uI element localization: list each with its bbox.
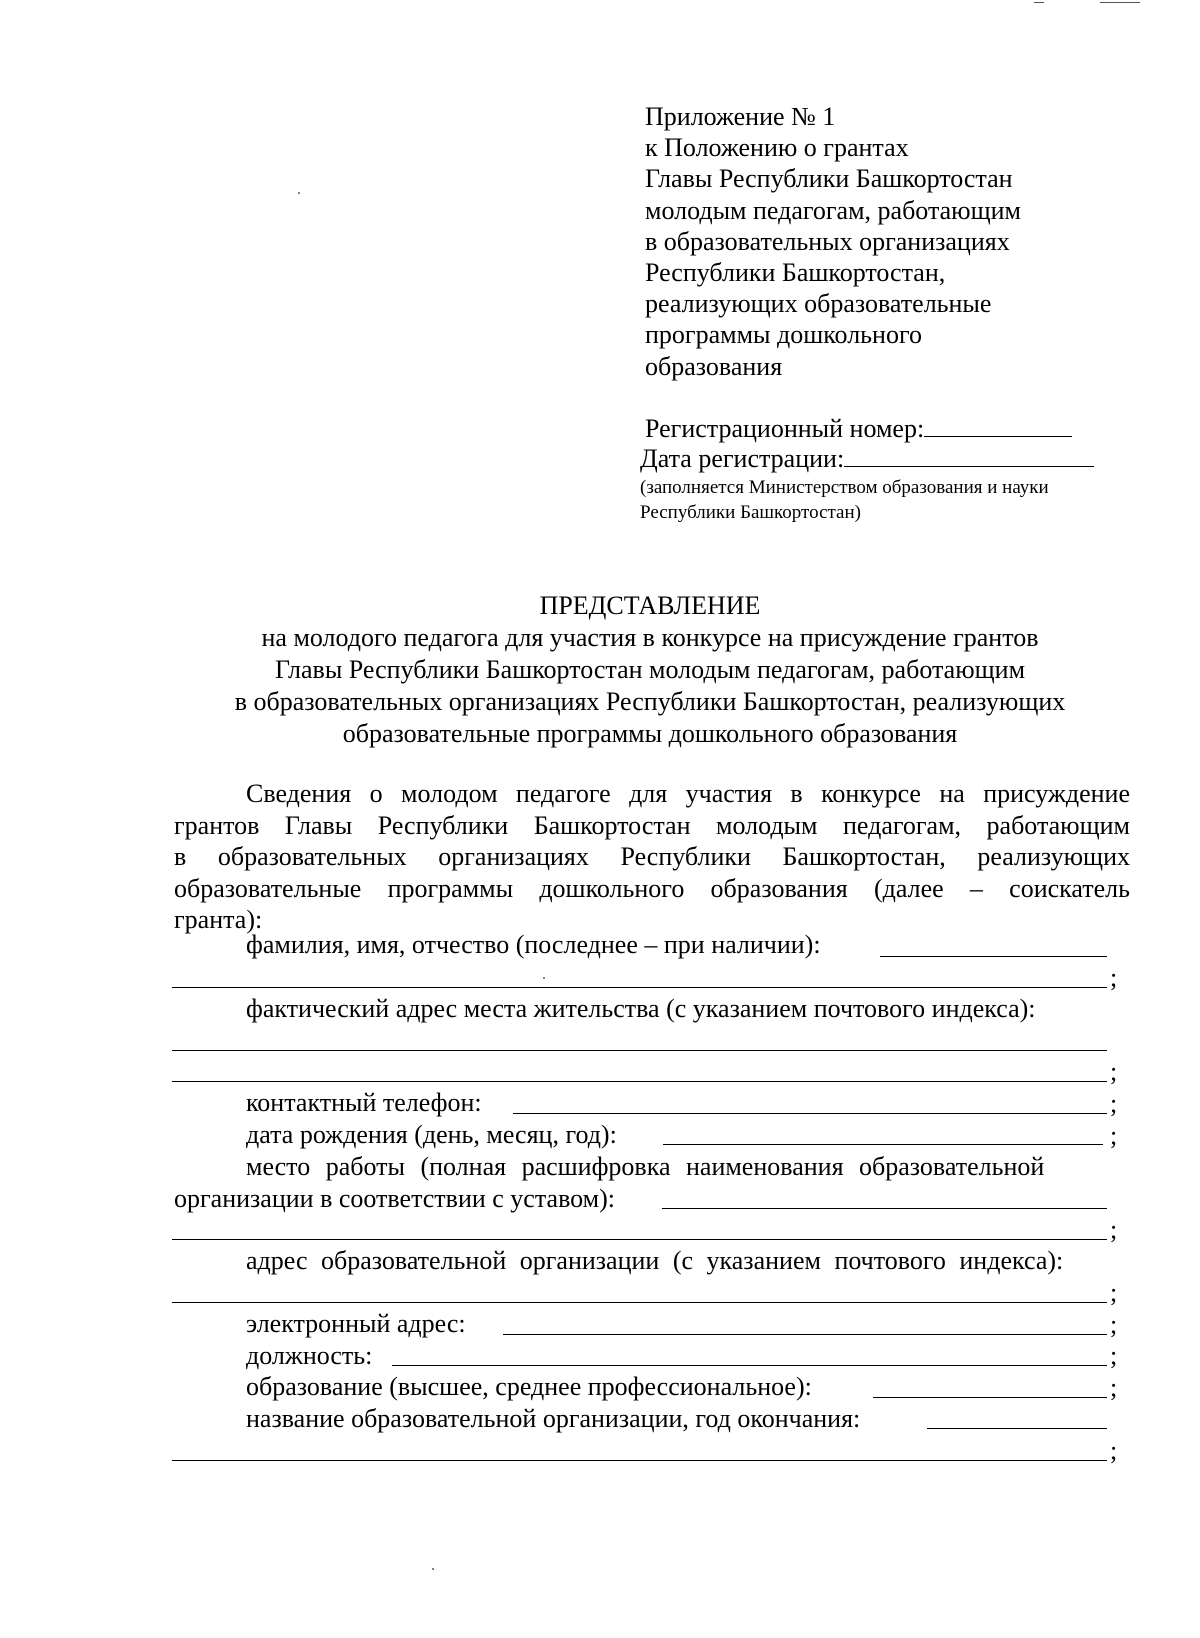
fio-field[interactable] bbox=[880, 956, 1107, 957]
semicolon: ; bbox=[1110, 1373, 1118, 1402]
intro-line: грантов Главы Республики Башкортостан молодым педагогам, работающим bbox=[174, 810, 1130, 840]
birth-date-label: дата рождения (день, месяц, год): bbox=[246, 1120, 617, 1149]
position-field[interactable] bbox=[392, 1365, 1107, 1366]
email-field[interactable] bbox=[503, 1334, 1107, 1335]
semicolon: ; bbox=[1110, 1057, 1118, 1086]
registration-note bbox=[640, 475, 1160, 525]
title-main: ПРЕДСТАВЛЕНИЕ bbox=[539, 591, 761, 620]
workplace-label-text: место работы (полная расшифровка наименования образовательной bbox=[246, 1152, 1045, 1181]
scan-speck bbox=[298, 192, 300, 194]
phone-field[interactable] bbox=[513, 1113, 1107, 1114]
birth-date-field[interactable] bbox=[663, 1144, 1103, 1145]
appendix-line: в образовательных организациях bbox=[645, 226, 1010, 256]
title-subline: образовательные программы дошкольного образования bbox=[342, 719, 958, 748]
registration-date-field[interactable] bbox=[844, 444, 1094, 467]
org-address-label: адрес образовательной организации (с указанием почтового индекса): bbox=[246, 1246, 1064, 1275]
scan-speck bbox=[543, 977, 545, 979]
education-field[interactable] bbox=[873, 1397, 1107, 1398]
education-org-label: название образовательной организации, год окончания: bbox=[246, 1404, 861, 1433]
semicolon: ; bbox=[1110, 1121, 1118, 1150]
email-label: электронный адрес: bbox=[246, 1309, 466, 1338]
appendix-line: Главы Республики Башкортостан bbox=[645, 164, 1013, 194]
title-subline: в образовательных организациях Республики Башкортостан, реализующих bbox=[234, 687, 1066, 716]
registration-note-line: Республики Башкортостан) bbox=[640, 502, 861, 523]
workplace-label-line2: организации в соответствии с уставом): bbox=[174, 1184, 616, 1213]
intro-line: в образовательных организациях Республики Башкортостан, реализующих bbox=[174, 842, 1130, 871]
semicolon: ; bbox=[1110, 1278, 1118, 1307]
appendix-line: Республики Башкортостан, bbox=[645, 258, 946, 288]
intro-paragraph bbox=[174, 778, 1130, 936]
semicolon: ; bbox=[1110, 1310, 1118, 1339]
appendix-line: к Положению о грантах bbox=[645, 133, 909, 163]
appendix-line: Приложение № 1 bbox=[645, 102, 836, 131]
semicolon: ; bbox=[1110, 963, 1118, 992]
position-label: должность: bbox=[246, 1341, 373, 1370]
registration-date-label: Дата регистрации: bbox=[640, 444, 845, 473]
title-subline: на молодого педагога для участия в конкурсе на присуждение грантов bbox=[261, 623, 1039, 652]
registration-number-field[interactable] bbox=[924, 414, 1072, 437]
registration-block bbox=[640, 414, 1160, 525]
intro-line: гранта): bbox=[174, 905, 263, 934]
intro-line: образовательные программы дошкольного образования (далее – соискатель bbox=[174, 873, 1130, 903]
education-label: образование (высшее, среднее профессиональное): bbox=[246, 1372, 812, 1401]
workplace-label-line1 bbox=[246, 1152, 1124, 1182]
education-org-field-line2[interactable] bbox=[172, 1460, 1107, 1461]
address-field[interactable] bbox=[172, 1050, 1107, 1051]
registration-number-label: Регистрационный номер: bbox=[645, 414, 925, 443]
fio-label: фамилия, имя, отчество (последнее – при наличии): bbox=[246, 930, 821, 959]
scan-speck bbox=[1100, 2, 1140, 3]
appendix-line: молодым педагогам, работающим bbox=[645, 195, 1021, 225]
address-label: фактический адрес места жительства (с указанием почтового индекса): bbox=[246, 994, 1036, 1023]
fio-field-line2[interactable] bbox=[172, 987, 1107, 988]
appendix-line: образования bbox=[645, 351, 783, 381]
phone-label: контактный телефон: bbox=[246, 1088, 482, 1117]
intro-line: Сведения о молодом педагоге для участия в конкурсе на присуждение bbox=[246, 779, 1130, 808]
appendix-header bbox=[645, 101, 1165, 382]
education-org-field[interactable] bbox=[927, 1428, 1107, 1429]
semicolon: ; bbox=[1110, 1089, 1118, 1118]
semicolon: ; bbox=[1110, 1215, 1118, 1244]
registration-note-line: (заполняется Министерством образования и науки bbox=[640, 477, 1049, 498]
scan-speck bbox=[432, 1568, 434, 1570]
scan-speck bbox=[1034, 2, 1044, 3]
workplace-field-line2[interactable] bbox=[172, 1239, 1107, 1240]
org-address-field[interactable] bbox=[172, 1302, 1107, 1303]
title-subline: Главы Республики Башкортостан молодым педагогам, работающим bbox=[274, 655, 1026, 684]
semicolon: ; bbox=[1110, 1341, 1118, 1370]
workplace-field[interactable] bbox=[662, 1208, 1107, 1209]
appendix-line: программы дошкольного bbox=[645, 320, 922, 350]
semicolon: ; bbox=[1110, 1436, 1118, 1465]
document-title bbox=[170, 590, 1130, 750]
appendix-line: реализующих образовательные bbox=[645, 289, 992, 319]
address-field-line2[interactable] bbox=[172, 1081, 1107, 1082]
